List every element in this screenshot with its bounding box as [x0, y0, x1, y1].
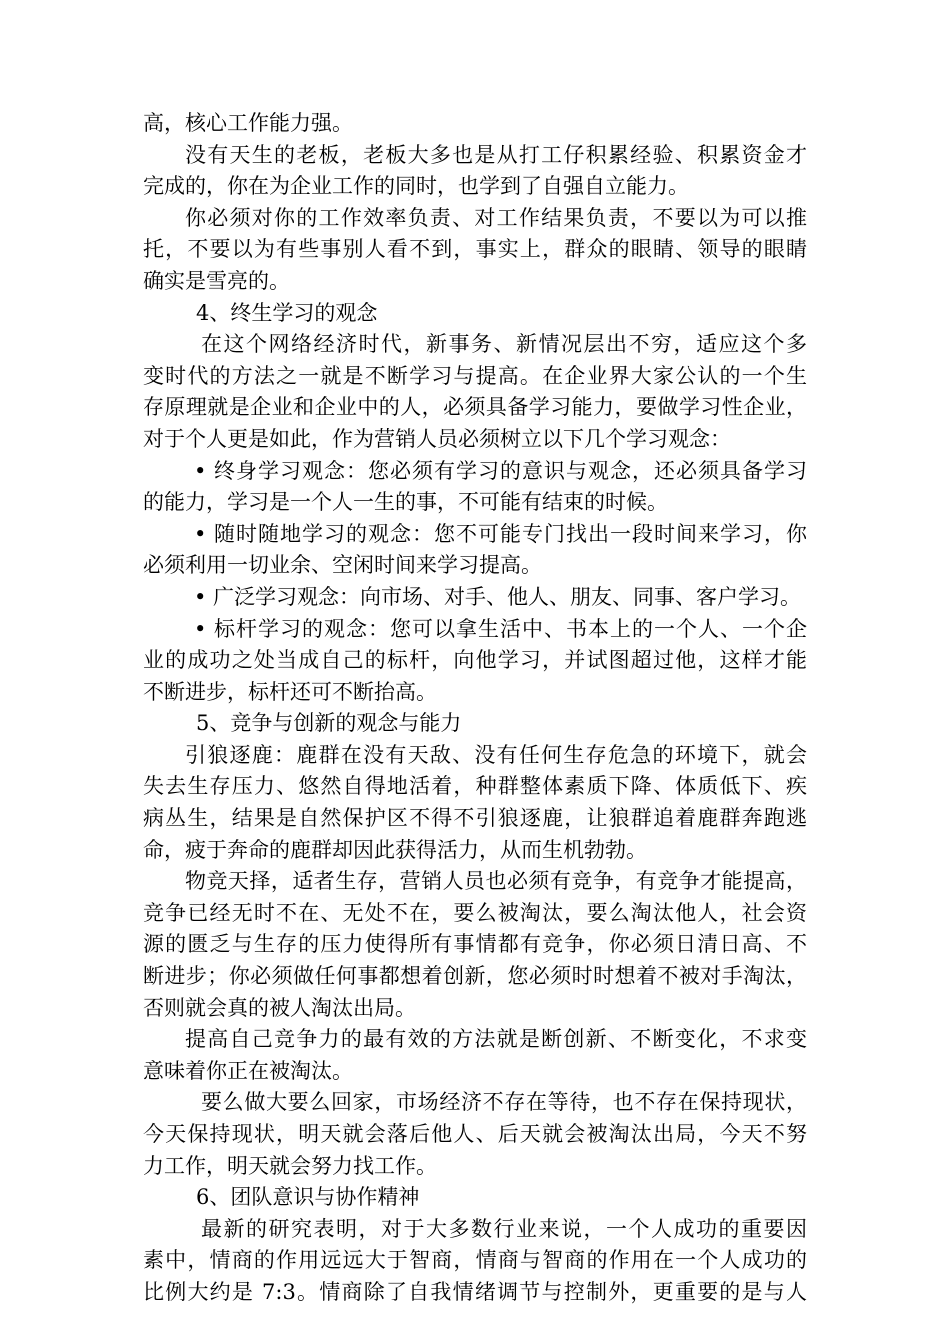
text-line: 6、团队意识与协作精神 — [196, 1185, 420, 1210]
text-line: 物竞天择，适者生存，营销人员也必须有竞争，有竞争才能提高， — [185, 869, 807, 894]
text-line: 变时代的方法之一就是不断学习与提高。在企业界大家公认的一个生 — [143, 363, 807, 388]
text-line: 病丛生，结果是自然保护区不得不引狼逐鹿，让狼群追着鹿群奔跑逃 — [143, 806, 807, 831]
text-line: 确实是雪亮的。 — [143, 268, 290, 293]
body-text — [143, 108, 807, 1309]
text-line: 托，不要以为有些事别人看不到，事实上，群众的眼睛、领导的眼睛 — [143, 237, 807, 262]
text-line: 没有天生的老板，老板大多也是从打工仔积累经验、积累资金才 — [185, 142, 807, 167]
text-line: 引狼逐鹿：鹿群在没有天敌、没有任何生存危急的环境下，就会 — [185, 742, 807, 767]
text-line: 完成的，你在为企业工作的同时，也学到了自强自立能力。 — [143, 174, 689, 199]
text-line: 力工作，明天就会努力找工作。 — [143, 1153, 437, 1178]
text-line: 失去生存压力、悠然自得地活着，种群整体素质下降、体质低下、疾 — [143, 774, 807, 799]
text-line: 意味着你正在被淘汰。 — [143, 1058, 353, 1083]
text-line: 提高自己竞争力的最有效的方法就是断创新、不断变化，不求变 — [185, 1027, 807, 1052]
text-line: 比例大约是 7:3。情商除了自我情绪调节与控制外，更重要的是与人 — [143, 1279, 807, 1304]
text-line: 不断进步，标杆还可不断抬高。 — [143, 679, 437, 704]
text-line: 素中，情商的作用远远大于智商，情商与智商的作用在一个人成功的 — [143, 1248, 807, 1273]
text-line: 4、终生学习的观念 — [196, 300, 378, 325]
text-line: 断进步；你必须做任何事都想着创新，您必须时时想着不被对手淘汰， — [143, 964, 807, 989]
text-line: 要么做大要么回家，市场经济不存在等待，也不存在保持现状， — [201, 1090, 807, 1115]
text-line: 业的成功之处当成自己的标杆，向他学习，并试图超过他，这样才能 — [143, 648, 807, 673]
text-line: 在这个网络经济时代，新事务、新情况层出不穷，适应这个多 — [201, 332, 807, 357]
text-line: 命，疲于奔命的鹿群却因此获得活力，从而生机勃勃。 — [143, 837, 647, 862]
text-line: • 终身学习观念：您必须有学习的意识与观念，还必须具备学习 — [194, 458, 807, 483]
text-line: 否则就会真的被人淘汰出局。 — [143, 995, 416, 1020]
text-line: 你必须对你的工作效率负责、对工作结果负责，不要以为可以推 — [185, 205, 807, 230]
text-line: 必须利用一切业余、空闲时间来学习提高。 — [143, 553, 542, 578]
text-line: 竞争已经无时不在、无处不在，要么被淘汰，要么淘汰他人，社会资 — [143, 900, 807, 925]
text-line: 源的匮乏与生存的压力使得所有事情都有竞争，你必须日清日高、不 — [143, 932, 807, 957]
text-line: • 随时随地学习的观念：您不可能专门找出一段时间来学习，你 — [194, 521, 807, 546]
text-line: 今天保持现状，明天就会落后他人、后天就会被淘汰出局，今天不努 — [143, 1122, 807, 1146]
text-line: 对于个人更是如此，作为营销人员必须树立以下几个学习观念： — [143, 426, 731, 451]
text-line: 的能力，学习是一个人一生的事，不可能有结束的时候。 — [143, 490, 668, 515]
text-line: 最新的研究表明，对于大多数行业来说，一个人成功的重要因 — [201, 1216, 807, 1241]
text-line: • 广泛学习观念：向市场、对手、他人、朋友、同事、客户学习。 — [194, 584, 802, 609]
text-line: 存原理就是企业和企业中的人，必须具备学习能力，要做学习性企业， — [143, 395, 807, 420]
text-line: 5、竞争与创新的观念与能力 — [196, 711, 462, 736]
text-line: • 标杆学习的观念：您可以拿生活中、书本上的一个人、一个企 — [194, 616, 807, 641]
text-line: 高，核心工作能力强。 — [143, 111, 353, 135]
